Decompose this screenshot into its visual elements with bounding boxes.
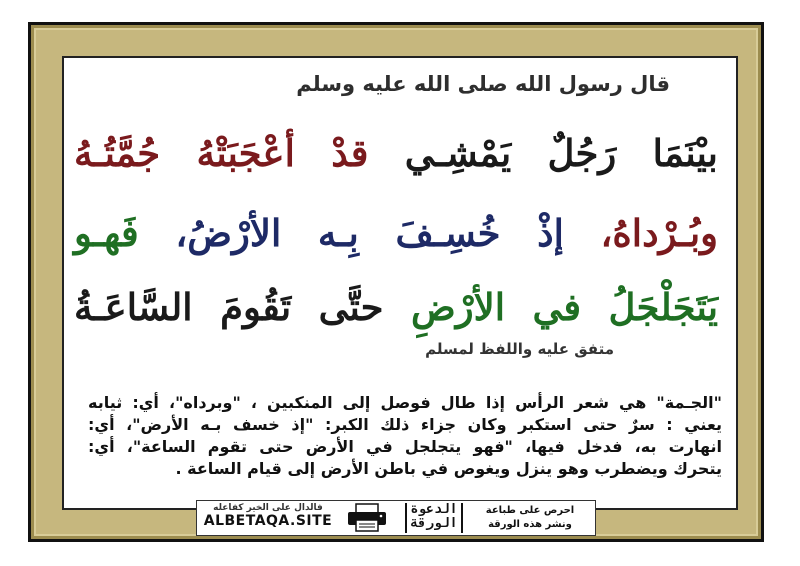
hadith-card bbox=[62, 56, 738, 510]
explanation-line: "الجـمة" هي شعر الرأس إذا طال فوصل إلى المنكبين ، "وبرداه"، أي: ثيابه bbox=[88, 393, 722, 412]
hadith-segment: إذْ خُسِـفَ بِـه الأرْضُ، bbox=[175, 211, 564, 255]
hadith-segment: وبُـرْداهُ، bbox=[600, 211, 718, 255]
hadith-heading: قال رسول الله صلى الله عليه وسلم bbox=[296, 72, 670, 96]
explanation-line: انهارت به، فدخل فيها، "فهو يتجلجل في الأرض حتى تقوم الساعة"، أي: bbox=[88, 437, 722, 456]
footer-bar bbox=[196, 500, 596, 536]
print-slogan bbox=[475, 504, 585, 532]
hadith-line-3 bbox=[74, 282, 718, 332]
hadith-line-1 bbox=[74, 128, 718, 178]
site-tagline: فالدال على الخير كفاعله bbox=[213, 503, 323, 513]
hadith-segment: حتَّى تَقُومَ السَّاعَـةُ bbox=[74, 285, 384, 329]
hadith-explanation bbox=[88, 392, 722, 480]
slogan-line: ونشر هذه الورقة bbox=[488, 519, 572, 530]
hadith-line-2 bbox=[74, 208, 718, 258]
slogan-line: احرص على طباعة bbox=[485, 505, 575, 516]
explanation-line: يعني : سرٌ حتى استكبر وكان جزاء ذلك الكبر: "إذ خسف بـه الأرض"، أي: bbox=[88, 415, 722, 434]
dawah-logo: الدعوة الورقة bbox=[405, 503, 463, 533]
hadith-segment: بيْنَمَا رَجُلٌ يَمْشِـي bbox=[404, 131, 718, 175]
explanation-line: يتحرك ويضطرب وهو ينزل ويغوص في باطن الأرض إلى قيام الساعة . bbox=[175, 459, 722, 478]
site-url-link[interactable]: ALBETAQA.SITE bbox=[203, 513, 333, 529]
hadith-segment: يَتَجَلْجَلُ في الأرْضِ bbox=[411, 285, 718, 329]
site-block[interactable] bbox=[203, 503, 333, 529]
hadith-segment: قدْ أعْجَبَتْهُ جُمَّتُـهُ bbox=[74, 131, 369, 175]
printer-icon bbox=[345, 503, 389, 533]
hadith-source: متفق عليه واللفظ لمسلم bbox=[425, 340, 614, 358]
hadith-segment: فَهـو bbox=[74, 211, 139, 255]
